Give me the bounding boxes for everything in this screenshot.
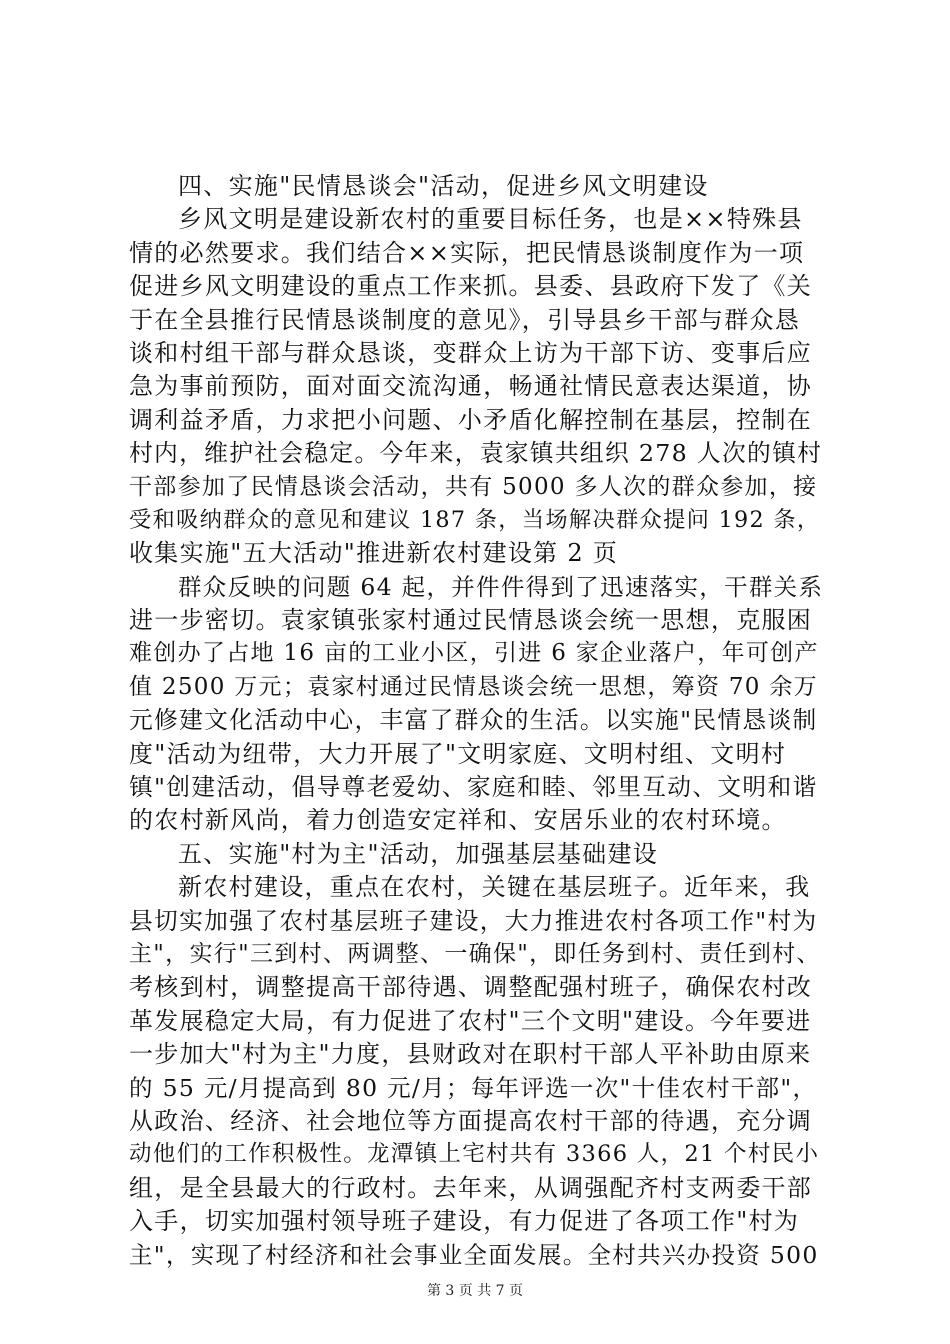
page-footer: 第 3 页 共 7 页 xyxy=(426,1283,524,1299)
text-line: 收集实施"五大活动"推进新农村建设第 2 页 xyxy=(129,539,619,568)
text-line: 新农村建设，重点在农村，关键在基层班子。近年来，我 xyxy=(178,873,811,902)
text-line: 于在全县推行民情恳谈制度的意见》，引导县乡干部与群众恳 xyxy=(129,305,801,334)
text-line: 主"，实行"三到村、两调整、一确保"，即任务到村、责任到村、 xyxy=(129,940,821,967)
text-line: 干部参加了民情恳谈会活动，共有 5000 多人次的群众参加，接 xyxy=(129,473,818,500)
text-line: 谈和村组干部与群众恳谈，变群众上访为干部下访、变事后应 xyxy=(129,338,813,367)
text-line: 主"，实现了村经济和社会事业全面发展。全村共兴办投资 500 xyxy=(129,1240,819,1269)
text-line: 一步加大"村为主"力度，县财政对在职村干部人平补助由原来 xyxy=(129,1040,812,1069)
text-line: 情的必然要求。我们结合××实际，把民情恳谈制度作为一项 xyxy=(129,238,805,267)
text-line: 元修建文化活动中心，丰富了群众的生活。以实施"民情恳谈制 xyxy=(129,706,818,735)
text-line: 县切实加强了农村基层班子建设，大力推进农村各项工作"村为 xyxy=(129,906,818,935)
text-line: 四、实施"民情恳谈会"活动，促进乡风文明建设 xyxy=(178,172,709,200)
text-line: 值 2500 万元；袁家村通过民情恳谈会统一思想，筹资 70 余万 xyxy=(129,673,818,700)
text-line: 镇"创建活动，倡导尊老爱幼、家庭和睦、邻里互动、文明和谐 xyxy=(129,773,818,802)
text-line: 革发展稳定大局，有力促进了农村"三个文明"建设。今年要进 xyxy=(129,1006,812,1035)
text-line: 的 55 元/月提高到 80 元/月；每年评选一次"十佳农村干部"， xyxy=(129,1073,818,1102)
text-line: 急为事前预防，面对面交流沟通，畅通社情民意表达渠道，协 xyxy=(129,372,813,401)
text-line: 受和吸纳群众的意见和建议 187 条，当场解决群众提问 192 条， xyxy=(129,506,821,533)
text-line: 度"活动为纽带，大力开展了"文明家庭、文明村组、文明村 xyxy=(129,739,787,768)
text-line: 乡风文明是建设新农村的重要目标任务，也是××特殊县 xyxy=(178,205,803,234)
text-line: 动他们的工作积极性。龙潭镇上宅村共有 3366 人，21 个村民小 xyxy=(129,1141,820,1168)
text-line: 五、实施"村为主"活动，加强基层基础建设 xyxy=(178,839,659,868)
text-line: 组，是全县最大的行政村。去年来，从调强配齐村支两委干部 xyxy=(129,1173,813,1202)
text-line: 进一步密切。袁家镇张家村通过民情恳谈会统一思想，克服困 xyxy=(129,606,813,635)
text-line: 难创办了占地 16 亩的工业小区，引进 6 家企业落户，年可创产 xyxy=(129,640,819,667)
text-line: 的农村新风尚，着力创造安定祥和、安居乐业的农村环境。 xyxy=(129,806,787,835)
text-line: 从政治、经济、社会地位等方面提高农村干部的待遇，充分调 xyxy=(129,1106,813,1135)
text-line: 调利益矛盾，力求把小问题、小矛盾化解控制在基层，控制在 xyxy=(129,405,813,434)
text-line: 促进乡风文明建设的重点工作来抓。县委、县政府下发了《关 xyxy=(129,272,813,301)
document-body xyxy=(129,170,824,1272)
text-line: 村内，维护社会稳定。今年来，袁家镇共组织 278 人次的镇村 xyxy=(129,439,823,468)
text-line: 入手，切实加强村领导班子建设，有力促进了各项工作"村为 xyxy=(129,1207,800,1236)
text-line: 群众反映的问题 64 起，并件件得到了迅速落实，干群关系 xyxy=(178,572,824,601)
text-line: 考核到村，调整提高干部待遇、调整配强村班子，确保农村改 xyxy=(129,973,813,1002)
